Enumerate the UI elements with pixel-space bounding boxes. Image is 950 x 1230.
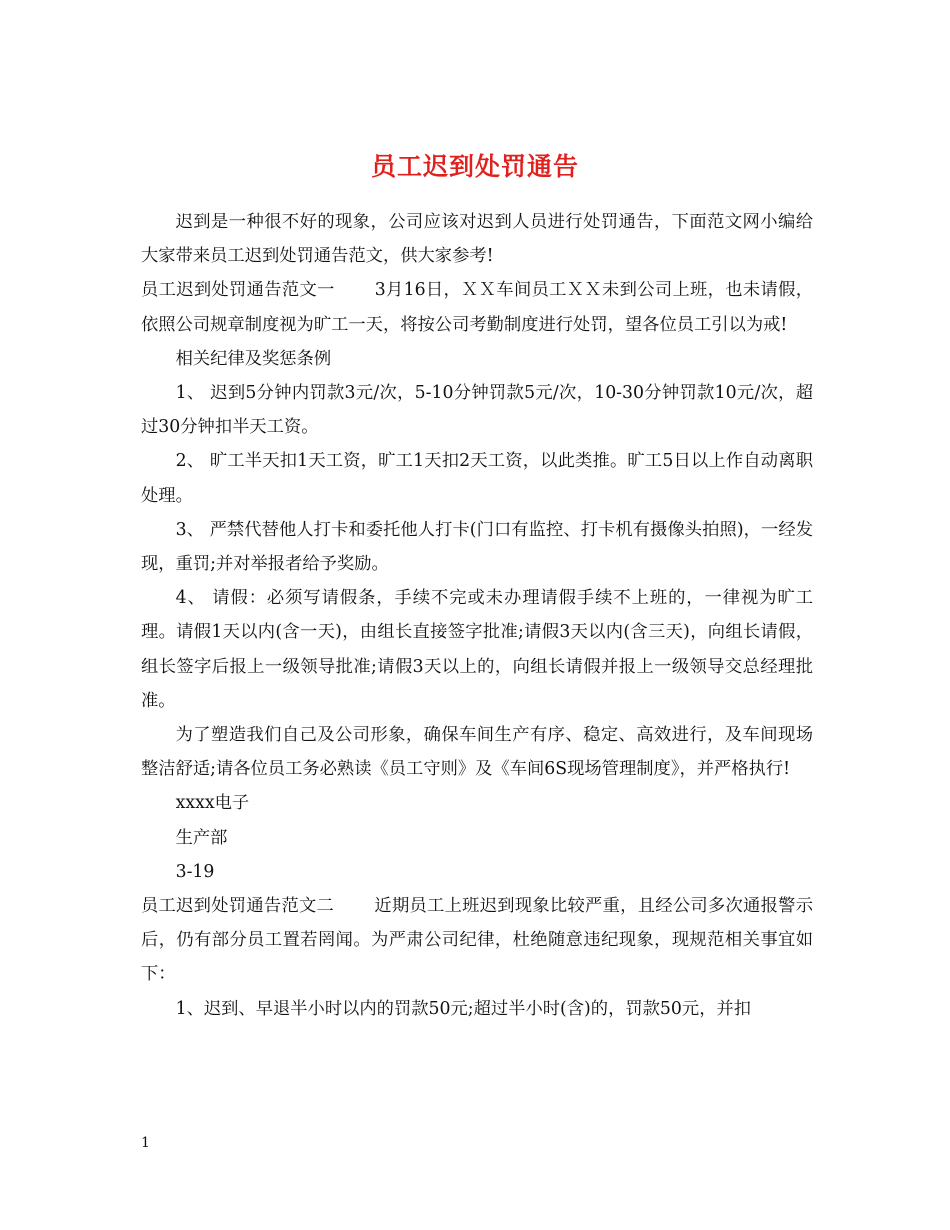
document-title: 员工迟到处罚通告 <box>370 151 579 181</box>
document-body <box>141 205 813 1026</box>
signature-company: xxxx电子 <box>175 793 250 814</box>
rule-item-3: 3、 严禁代替他人打卡和委托他人打卡(门口有监控、打卡机有摄像头拍照)，一经发现，重罚;并对举报者给予奖励。 <box>141 519 813 575</box>
signature-department: 生产部 <box>175 827 228 848</box>
intro-paragraph: 迟到是一种很不好的现象，公司应该对迟到人员进行处罚通告，下面范文网小编给大家带来员工迟到处罚通告范文，供大家参考! <box>141 212 813 267</box>
page-number: 1 <box>141 1135 150 1151</box>
rule-item-2: 2、 旷工半天扣1天工资，旷工1天扣2天工资，以此类推。旷工5日以上作自动离职处理。 <box>141 451 813 506</box>
sample2-paragraph <box>141 889 813 992</box>
closing-paragraph: 为了塑造我们自己及公司形象，确保车间生产有序、稳定、高效进行，及车间现场整洁舒适;请各位员工务必熟读《员工守则》及《车间6S现场管理制度》，并严格执行! <box>141 725 813 780</box>
rule-item-4: 4、 请假：必须写请假条，手续不完或未办理请假手续不上班的，一律视为旷工理。请假1天以内(含一天)，由组长直接签字批准;请假3天以内(含三天)，向组长请假，组长签字后报上一级领导批准;请假3天以上的，向组长请假并报上一级领导交总经理批准。 <box>141 588 813 711</box>
sample1-heading: 员工迟到处罚通告范文一 <box>141 280 335 301</box>
sample2-text: 近期员工上班迟到现象比较严重，且经公司多次通报警示后，仍有部分员工置若罔闻。为严肃公司纪律，杜绝随意违纪现象，现规范相关事宜如下： <box>141 896 813 985</box>
sample1-text: 3月16日，ＸＸ车间员工ＸＸ未到公司上班，也未请假，依照公司规章制度视为旷工一天，将按公司考勤制度进行处罚，望各位员工引以为戒! <box>141 280 813 335</box>
sample2-heading: 员工迟到处罚通告范文二 <box>141 896 335 917</box>
rules-title: 相关纪律及奖惩条例 <box>175 348 332 369</box>
rule-item-1: 1、 迟到5分钟内罚款3元/次，5-10分钟罚款5元/次，10-30分钟罚款10元/次，超过30分钟扣半天工资。 <box>141 383 813 438</box>
sample1-paragraph <box>141 273 813 341</box>
sample2-rule-1: 1、迟到、早退半小时以内的罚款50元;超过半小时(含)的，罚款50元，并扣 <box>175 998 752 1019</box>
signature-date: 3-19 <box>175 861 215 882</box>
